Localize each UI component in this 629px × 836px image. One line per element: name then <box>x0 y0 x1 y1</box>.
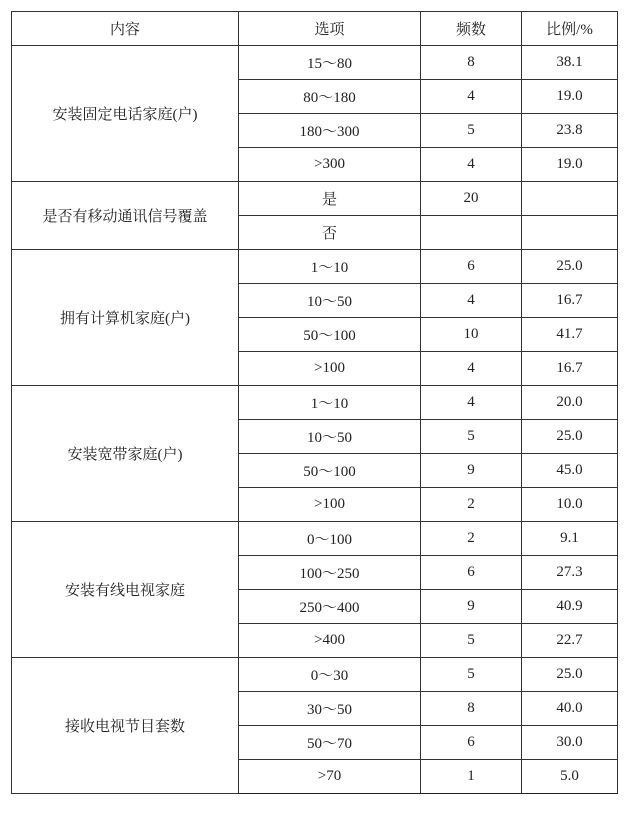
header-content: 内容 <box>12 12 239 46</box>
header-option: 选项 <box>239 12 421 46</box>
percentage-cell: 16.7 <box>522 352 618 386</box>
percentage-cell: 5.0 <box>522 760 618 794</box>
frequency-cell: 20 <box>421 182 522 216</box>
frequency-cell: 5 <box>421 658 522 692</box>
frequency-cell: 2 <box>421 522 522 556</box>
percentage-cell: 30.0 <box>522 726 618 760</box>
option-cell: 50～70 <box>239 726 421 760</box>
percentage-cell: 41.7 <box>522 318 618 352</box>
table-header <box>12 12 618 46</box>
percentage-cell: 20.0 <box>522 386 618 420</box>
option-cell: >100 <box>239 488 421 522</box>
option-cell: 0～30 <box>239 658 421 692</box>
group-name-cell: 安装固定电话家庭(户) <box>12 46 239 182</box>
frequency-cell: 5 <box>421 420 522 454</box>
option-cell: 10～50 <box>239 420 421 454</box>
option-cell: 30～50 <box>239 692 421 726</box>
frequency-cell: 6 <box>421 250 522 284</box>
frequency-cell: 1 <box>421 760 522 794</box>
frequency-cell: 2 <box>421 488 522 522</box>
option-cell: 1～10 <box>239 250 421 284</box>
percentage-cell: 19.0 <box>522 148 618 182</box>
percentage-cell <box>522 182 618 216</box>
frequency-cell <box>421 216 522 250</box>
frequency-cell: 4 <box>421 386 522 420</box>
option-cell: 否 <box>239 216 421 250</box>
option-cell: 是 <box>239 182 421 216</box>
table-body <box>12 46 618 794</box>
percentage-cell: 40.9 <box>522 590 618 624</box>
option-cell: >100 <box>239 352 421 386</box>
frequency-cell: 5 <box>421 624 522 658</box>
group-name-cell: 安装有线电视家庭 <box>12 522 239 658</box>
frequency-cell: 8 <box>421 692 522 726</box>
percentage-cell: 25.0 <box>522 420 618 454</box>
option-cell: 80～180 <box>239 80 421 114</box>
percentage-cell: 9.1 <box>522 522 618 556</box>
frequency-cell: 9 <box>421 454 522 488</box>
frequency-cell: 4 <box>421 284 522 318</box>
option-cell: >70 <box>239 760 421 794</box>
option-cell: 180～300 <box>239 114 421 148</box>
header-row <box>12 12 618 46</box>
percentage-cell: 25.0 <box>522 658 618 692</box>
percentage-cell: 22.7 <box>522 624 618 658</box>
statistics-table <box>11 11 618 794</box>
percentage-cell: 25.0 <box>522 250 618 284</box>
option-cell: 0～100 <box>239 522 421 556</box>
option-cell: >300 <box>239 148 421 182</box>
percentage-cell <box>522 216 618 250</box>
table-row <box>12 182 618 216</box>
percentage-cell: 40.0 <box>522 692 618 726</box>
frequency-cell: 4 <box>421 148 522 182</box>
table-row <box>12 658 618 692</box>
percentage-cell: 23.8 <box>522 114 618 148</box>
table-row <box>12 522 618 556</box>
option-cell: 100～250 <box>239 556 421 590</box>
frequency-cell: 10 <box>421 318 522 352</box>
group-name-cell: 安装宽带家庭(户) <box>12 386 239 522</box>
frequency-cell: 4 <box>421 352 522 386</box>
option-cell: 15～80 <box>239 46 421 80</box>
frequency-cell: 8 <box>421 46 522 80</box>
percentage-cell: 45.0 <box>522 454 618 488</box>
table-row <box>12 250 618 284</box>
frequency-cell: 6 <box>421 726 522 760</box>
frequency-cell: 9 <box>421 590 522 624</box>
option-cell: 10～50 <box>239 284 421 318</box>
table-row <box>12 386 618 420</box>
percentage-cell: 10.0 <box>522 488 618 522</box>
option-cell: 250～400 <box>239 590 421 624</box>
option-cell: >400 <box>239 624 421 658</box>
frequency-cell: 6 <box>421 556 522 590</box>
percentage-cell: 16.7 <box>522 284 618 318</box>
option-cell: 50～100 <box>239 454 421 488</box>
option-cell: 1～10 <box>239 386 421 420</box>
group-name-cell: 接收电视节目套数 <box>12 658 239 794</box>
percentage-cell: 38.1 <box>522 46 618 80</box>
group-name-cell: 拥有计算机家庭(户) <box>12 250 239 386</box>
group-name-cell: 是否有移动通讯信号覆盖 <box>12 182 239 250</box>
table-row <box>12 46 618 80</box>
option-cell: 50～100 <box>239 318 421 352</box>
frequency-cell: 5 <box>421 114 522 148</box>
frequency-cell: 4 <box>421 80 522 114</box>
percentage-cell: 19.0 <box>522 80 618 114</box>
percentage-cell: 27.3 <box>522 556 618 590</box>
header-percentage: 比例/% <box>522 12 618 46</box>
header-frequency: 频数 <box>421 12 522 46</box>
